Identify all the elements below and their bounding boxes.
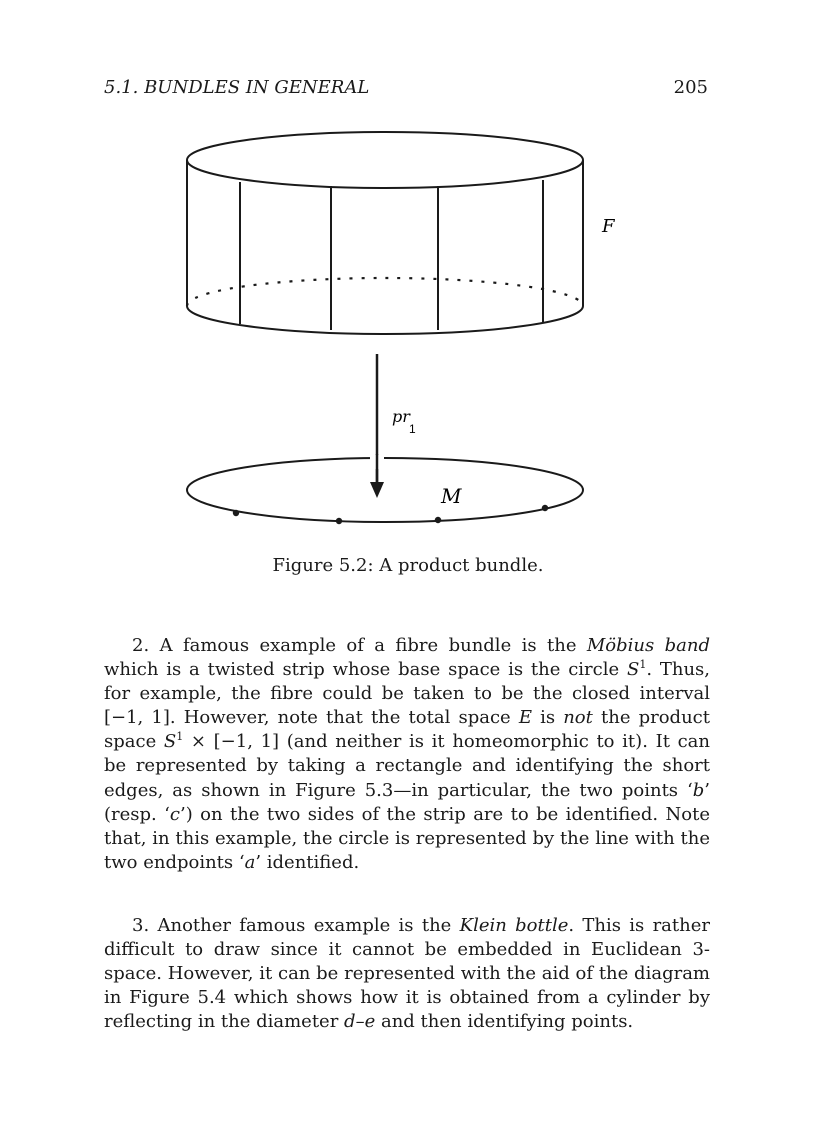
cylinder-bottom-front-arc bbox=[187, 306, 583, 334]
figure-caption: Figure 5.2: A product bundle. bbox=[272, 555, 544, 576]
section-title: 5.1. BUNDLES IN GENERAL bbox=[104, 77, 370, 98]
cylinder-bottom-back-arc bbox=[187, 278, 583, 306]
cylinder bbox=[187, 132, 583, 334]
projection-label: pr bbox=[392, 407, 410, 426]
base-point bbox=[336, 518, 342, 524]
paragraph-mobius: 2. A famous example of a fibre bundle is the Möbius band which is a twisted strip whose base space is the circle $S^1$. Thus, for example, the fibre could be taken to be the closed interval [−1, 1]. However, note that the total space E is not the product space $S^1 \times [-1$, 1] (and neither is it homeomorphic to it). It can be represented by taking a rectangle and identifying the short edges, as shown in Figure 5.3—in particular, the two points ‘b’ (resp. ‘c’) on the two sides of the strip are to be identified. Note that, in this example, the circle is represented by the line with the two endpoints ‘a’ identified. bbox=[104, 635, 710, 873]
base-point bbox=[233, 510, 239, 516]
projection-subscript: 1 bbox=[409, 422, 416, 436]
projection-arrow-head bbox=[370, 482, 384, 498]
base-space-ellipse bbox=[187, 458, 583, 522]
base-label: M bbox=[441, 484, 462, 508]
paragraph-klein: 3. Another famous example is the Klein bottle. This is rather difficult to draw since it cannot be embedded in Euclidean 3-space. However, it can be represented with the aid of the diagram in Figure 5.4 which shows how it is obtained from a cylinder by reflecting in the diameter d–e and then identifying points. bbox=[104, 915, 710, 1033]
cylinder-top-ellipse bbox=[187, 132, 583, 188]
base-point bbox=[435, 517, 441, 523]
fibres bbox=[240, 180, 543, 330]
product-bundle-figure bbox=[0, 0, 816, 560]
page-number: 205 bbox=[673, 77, 708, 98]
base-point bbox=[542, 505, 548, 511]
fibre-label: F bbox=[602, 216, 615, 237]
